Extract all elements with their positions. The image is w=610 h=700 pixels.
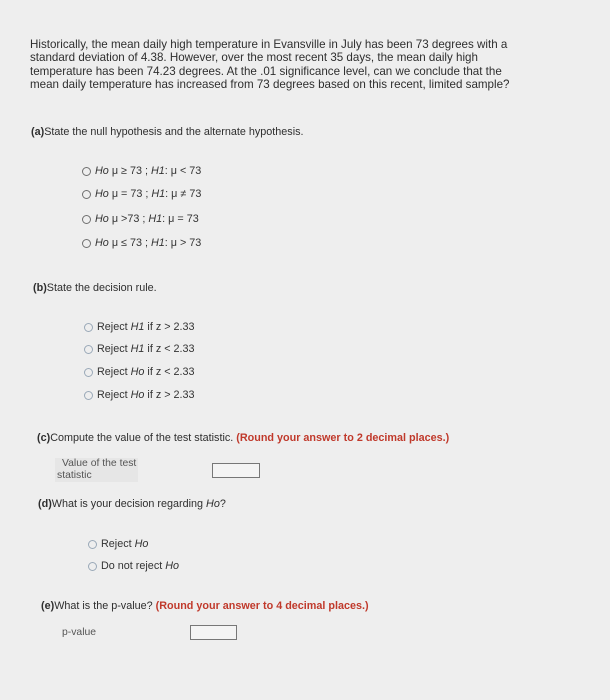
decision-label: Reject	[101, 538, 132, 550]
part-b-option-4[interactable]	[84, 389, 195, 401]
part-d-option-do-not-reject[interactable]	[88, 560, 179, 572]
part-a-option-3[interactable]: Ho μ >73 ; H1 : μ = 73	[82, 213, 199, 225]
reject-label: Reject	[97, 389, 128, 401]
part-d-prompt: What is your decision regarding	[51, 498, 204, 510]
part-b-option-3[interactable]	[84, 366, 195, 378]
part-e-question	[41, 600, 369, 612]
decision-condition: if z > 2.33	[147, 389, 195, 401]
hypothesis-symbol: Ho	[165, 560, 180, 572]
p-value-input[interactable]	[190, 625, 237, 640]
h1-relation: μ > 73	[170, 237, 202, 249]
h0-relation: μ >73 ;	[111, 213, 146, 225]
radio-button[interactable]	[82, 215, 91, 224]
hypothesis-symbol: H1	[130, 321, 145, 333]
test-statistic-label-line1: Value of the test	[62, 458, 137, 469]
h1-relation: μ ≠ 73	[171, 188, 202, 200]
h0-symbol: Ho	[95, 165, 109, 177]
hypothesis-symbol: Ho	[130, 366, 145, 378]
part-a-option-1[interactable]: Ho μ ≥ 73 ; H1 : μ < 73	[82, 165, 201, 177]
part-e-prefix: (e)	[41, 600, 55, 612]
hypothesis-symbol: Ho	[206, 498, 220, 510]
part-a-option-4[interactable]: Ho μ ≤ 73 ; H1 : μ > 73	[82, 237, 201, 249]
part-d-question	[38, 498, 226, 510]
reject-label: Reject	[97, 366, 128, 378]
problem-statement: Historically, the mean daily high temperature in Evansville in July has been 73 degrees with a standard deviation of 4.38. However, over the most recent 35 days, the mean daily high temperature has been 74.23 degrees. At the .01 significance level, can we conclude that the mean daily temperature has increased from 73 degrees based on this recent, limited sample?	[30, 38, 510, 92]
radio-button[interactable]	[84, 368, 93, 377]
part-b-question	[33, 282, 157, 294]
p-value-label: p-value	[62, 627, 97, 638]
part-c-question	[37, 432, 449, 444]
h0-symbol: Ho	[95, 237, 109, 249]
h0-symbol: Ho	[95, 188, 109, 200]
h1-symbol: H1	[150, 237, 165, 249]
h0-relation: μ = 73 ;	[111, 188, 149, 200]
test-statistic-label	[55, 458, 138, 482]
part-c-prompt: Compute the value of the test statistic.	[50, 432, 234, 444]
part-b-prefix: (b)	[33, 282, 47, 294]
h0-relation: μ ≤ 73 ;	[111, 237, 148, 249]
part-b-option-1[interactable]	[84, 321, 195, 333]
part-a-question	[31, 126, 304, 138]
radio-button[interactable]	[88, 540, 97, 549]
reject-label: Reject	[97, 321, 128, 333]
hypothesis-symbol: Ho	[130, 389, 145, 401]
h1-symbol: H1	[151, 188, 166, 200]
radio-button[interactable]	[88, 562, 97, 571]
part-d-prefix: (d)	[38, 498, 52, 510]
h1-symbol: H1	[148, 213, 163, 225]
reject-label: Reject	[97, 343, 128, 355]
radio-button[interactable]	[82, 239, 91, 248]
part-e-prompt: What is the p-value?	[54, 600, 153, 612]
part-d-option-reject[interactable]	[88, 538, 148, 550]
radio-button[interactable]	[84, 391, 93, 400]
decision-condition: if z < 2.33	[147, 343, 195, 355]
decision-label: Do not reject	[101, 560, 163, 572]
part-a-option-2[interactable]: Ho μ = 73 ; H1 : μ ≠ 73	[82, 188, 201, 200]
part-b-option-2[interactable]	[84, 343, 195, 355]
part-b-prompt: State the decision rule.	[46, 282, 157, 294]
question-mark: ?	[219, 498, 226, 510]
radio-button[interactable]	[82, 190, 91, 199]
h0-symbol: Ho	[95, 213, 109, 225]
hypothesis-symbol: H1	[130, 343, 145, 355]
radio-button[interactable]	[82, 167, 91, 176]
rounding-note: (Round your answer to 2 decimal places.)	[236, 432, 450, 444]
hypothesis-symbol: Ho	[134, 538, 149, 550]
rounding-note: (Round your answer to 4 decimal places.)	[155, 600, 369, 612]
test-statistic-label-line2: statistic	[57, 470, 92, 481]
test-statistic-input[interactable]	[212, 463, 260, 478]
part-a-prefix: (a)	[31, 126, 45, 138]
h1-relation: μ < 73	[170, 165, 202, 177]
radio-button[interactable]	[84, 345, 93, 354]
h1-symbol: H1	[150, 165, 165, 177]
h1-relation: μ = 73	[168, 213, 199, 225]
radio-button[interactable]	[84, 323, 93, 332]
part-c-prefix: (c)	[37, 432, 51, 444]
decision-condition: if z < 2.33	[147, 366, 195, 378]
decision-condition: if z > 2.33	[147, 321, 195, 333]
part-a-prompt: State the null hypothesis and the alternate hypothesis.	[44, 126, 304, 138]
h0-relation: μ ≥ 73 ;	[111, 165, 148, 177]
